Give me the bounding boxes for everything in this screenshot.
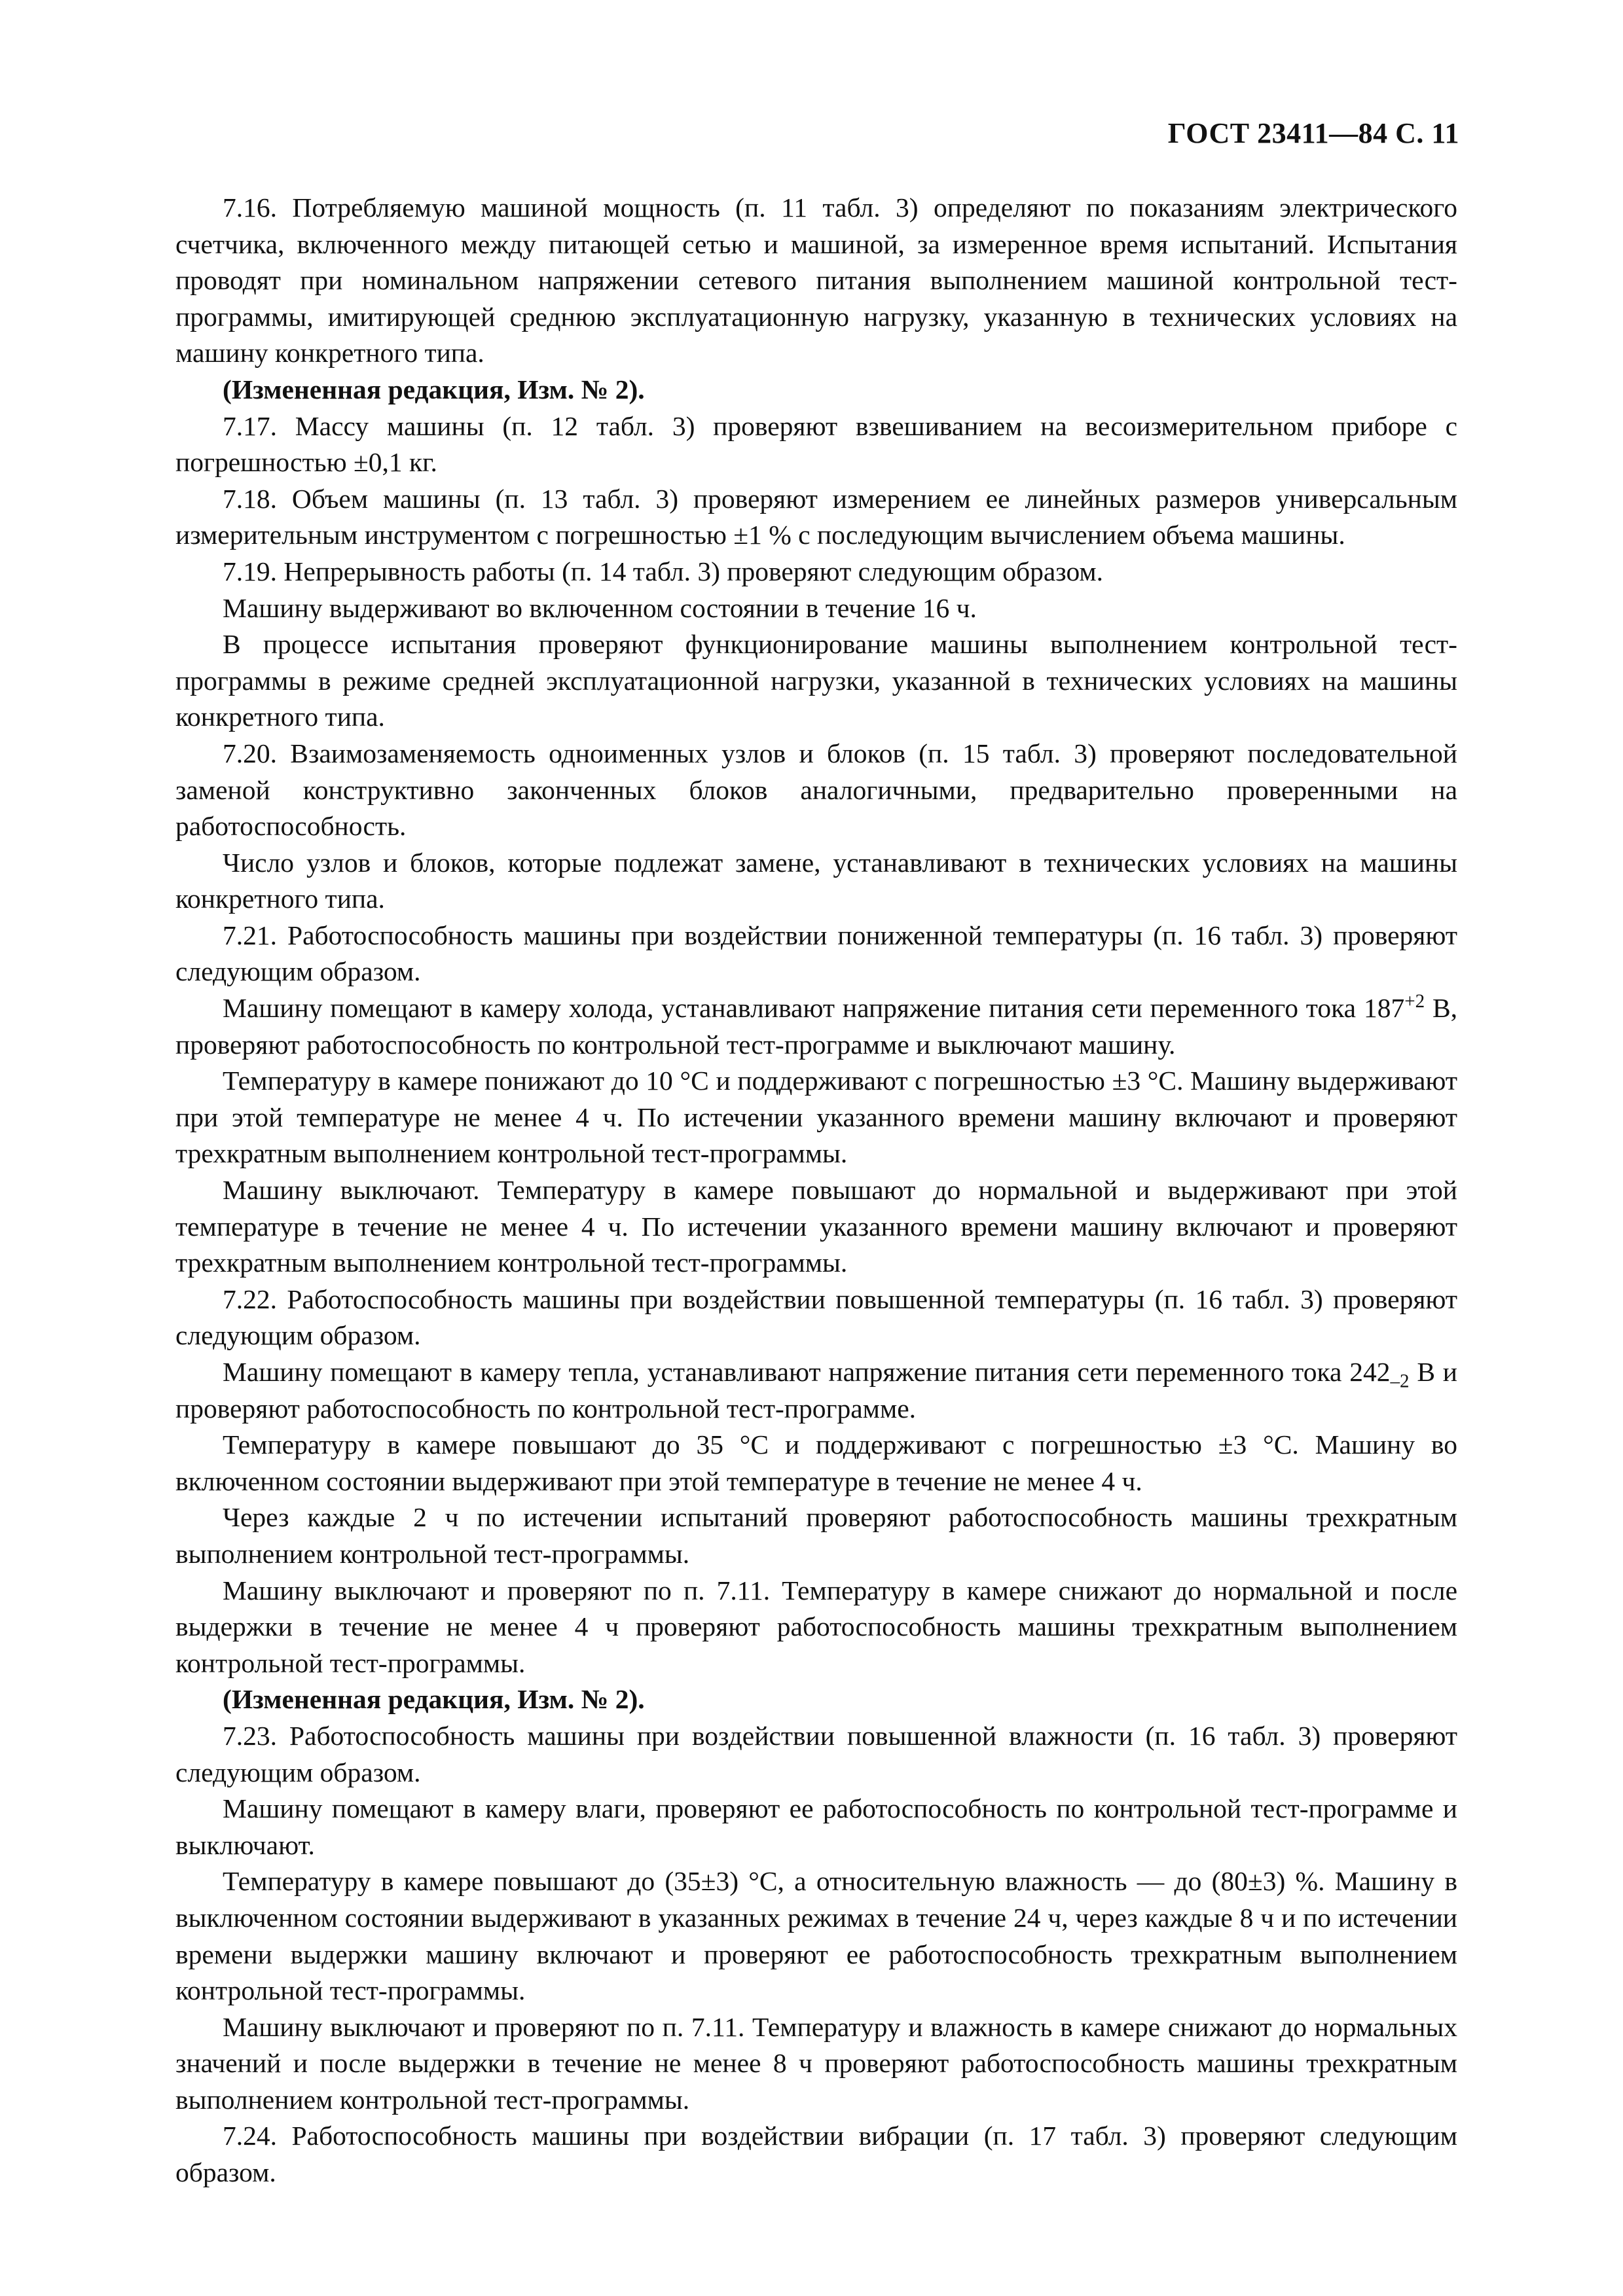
paragraph: В процессе испытания проверяют функционирование машины выполнением контрольной тест-программы в режиме средней эксплуатационной нагрузки, указанной в технических условиях на машины конкретного типа. (175, 629, 1457, 732)
paragraph: Температуру в камере повышают до 35 °С и поддерживают с погрешностью ±3 °С. Машину во включенном состоянии выдерживают при этой температуре в течение не менее 4 ч. (175, 1429, 1457, 1496)
paragraph: Машину выдерживают во включенном состоянии в течение 16 ч. (223, 592, 977, 623)
document-body (175, 190, 1457, 2191)
paragraph: Машину выключают и проверяют по п. 7.11. Температуру в камере снижают до нормальной и после выдержки в течение не менее 4 ч проверяют работоспособность машины трехкратным выполнением контрольной тест-программы. (175, 1575, 1457, 1678)
amendment-note: (Измененная редакция, Изм. № 2). (223, 374, 645, 404)
paragraph-text: Машину помещают в камеру холода, устанавливают напряжение питания сети переменного тока 187 (223, 993, 1405, 1024)
paragraph (175, 1354, 1457, 1427)
paragraph: 7.16. Потребляемую машиной мощность (п. 11 табл. 3) определяют по показаниям электрического счетчика, включенного между питающей сетью и машиной, за измеренное время испытаний. Испытания проводят при номинальном напряжении сетевого питания выполнением машиной контрольной тест-программы, имитирующей среднюю эксплуатационную нагрузку, указанную в технических условиях на машину конкретного типа. (175, 192, 1457, 368)
paragraph (175, 990, 1457, 1063)
amendment-note: (Измененная редакция, Изм. № 2). (223, 1684, 645, 1715)
paragraph-text: В, проверяют работоспособность по контрольной тест-программе и выключают машину. (175, 993, 1458, 1060)
paragraph: Число узлов и блоков, которые подлежат замене, устанавливают в технических условиях на машины конкретного типа. (175, 847, 1457, 914)
paragraph-text: В и проверяют работоспособность по контрольной тест-программе. (175, 1357, 1458, 1424)
paragraph: Машину выключают и проверяют по п. 7.11. Температуру и влажность в камере снижают до нормальных значений и после выдержки в течение не менее 8 ч проверяют работоспособность машины трехкратным выполнением контрольной тест-программы. (175, 2011, 1457, 2115)
paragraph: Температуру в камере повышают до (35±3) °С, а относительную влажность — до (80±3) %. Машину в выключенном состоянии выдерживают в указанных режимах в течение 24 ч, через каждые 8 ч и по истечении времени выдержки машину включают и проверяют ее работоспособность трехкратным выполнением контрольной тест-программы. (175, 1866, 1457, 2006)
page-header: ГОСТ 23411—84 С. 11 (1167, 117, 1459, 149)
paragraph-text: Машину помещают в камеру тепла, устанавливают напряжение питания сети переменного тока 242 (223, 1357, 1391, 1387)
paragraph: 7.21. Работоспособность машины при воздействии пониженной температуры (п. 16 табл. 3) проверяют следующим образом. (175, 920, 1457, 987)
paragraph: 7.17. Массу машины (п. 12 табл. 3) проверяют взвешиванием на весоизмерительном приборе с погрешностью ±0,1 кг. (175, 410, 1457, 478)
tolerance-subscript: –2 (1390, 1371, 1410, 1392)
paragraph: 7.20. Взаимозаменяемость одноименных узлов и блоков (п. 15 табл. 3) проверяют последовательной заменой конструктивно законченных блоков аналогичными, предварительно проверенными на работоспособность. (175, 738, 1457, 842)
paragraph: Температуру в камере понижают до 10 °С и поддерживают с погрешностью ±3 °С. Машину выдерживают при этой температуре не менее 4 ч. По истечении указанного времени машину включают и проверяют трехкратным выполнением контрольной тест-программы. (175, 1066, 1457, 1169)
paragraph: Через каждые 2 ч по истечении испытаний проверяют работоспособность машины трехкратным выполнением контрольной тест-программы. (175, 1502, 1457, 1569)
paragraph: 7.22. Работоспособность машины при воздействии повышенной температуры (п. 16 табл. 3) проверяют следующим образом. (175, 1283, 1457, 1351)
paragraph: 7.24. Работоспособность машины при воздействии вибрации (п. 17 табл. 3) проверяют следующим образом. (175, 2121, 1457, 2188)
paragraph: 7.18. Объем машины (п. 13 табл. 3) проверяют измерением ее линейных размеров универсальным измерительным инструментом с погрешностью ±1 % с последующим вычислением объема машины. (175, 483, 1457, 550)
paragraph: 7.23. Работоспособность машины при воздействии повышенной влажности (п. 16 табл. 3) проверяют следующим образом. (175, 1720, 1457, 1787)
paragraph: Машину выключают. Температуру в камере повышают до нормальной и выдерживают при этой температуре в течение не менее 4 ч. По истечении указанного времени машину включают и проверяют трехкратным выполнением контрольной тест-программы. (175, 1175, 1457, 1278)
tolerance-superscript: +2 (1404, 991, 1425, 1013)
paragraph: Машину помещают в камеру влаги, проверяют ее работоспособность по контрольной тест-программе и выключают. (175, 1793, 1457, 1860)
paragraph: 7.19. Непрерывность работы (п. 14 табл. 3) проверяют следующим образом. (223, 556, 1104, 586)
